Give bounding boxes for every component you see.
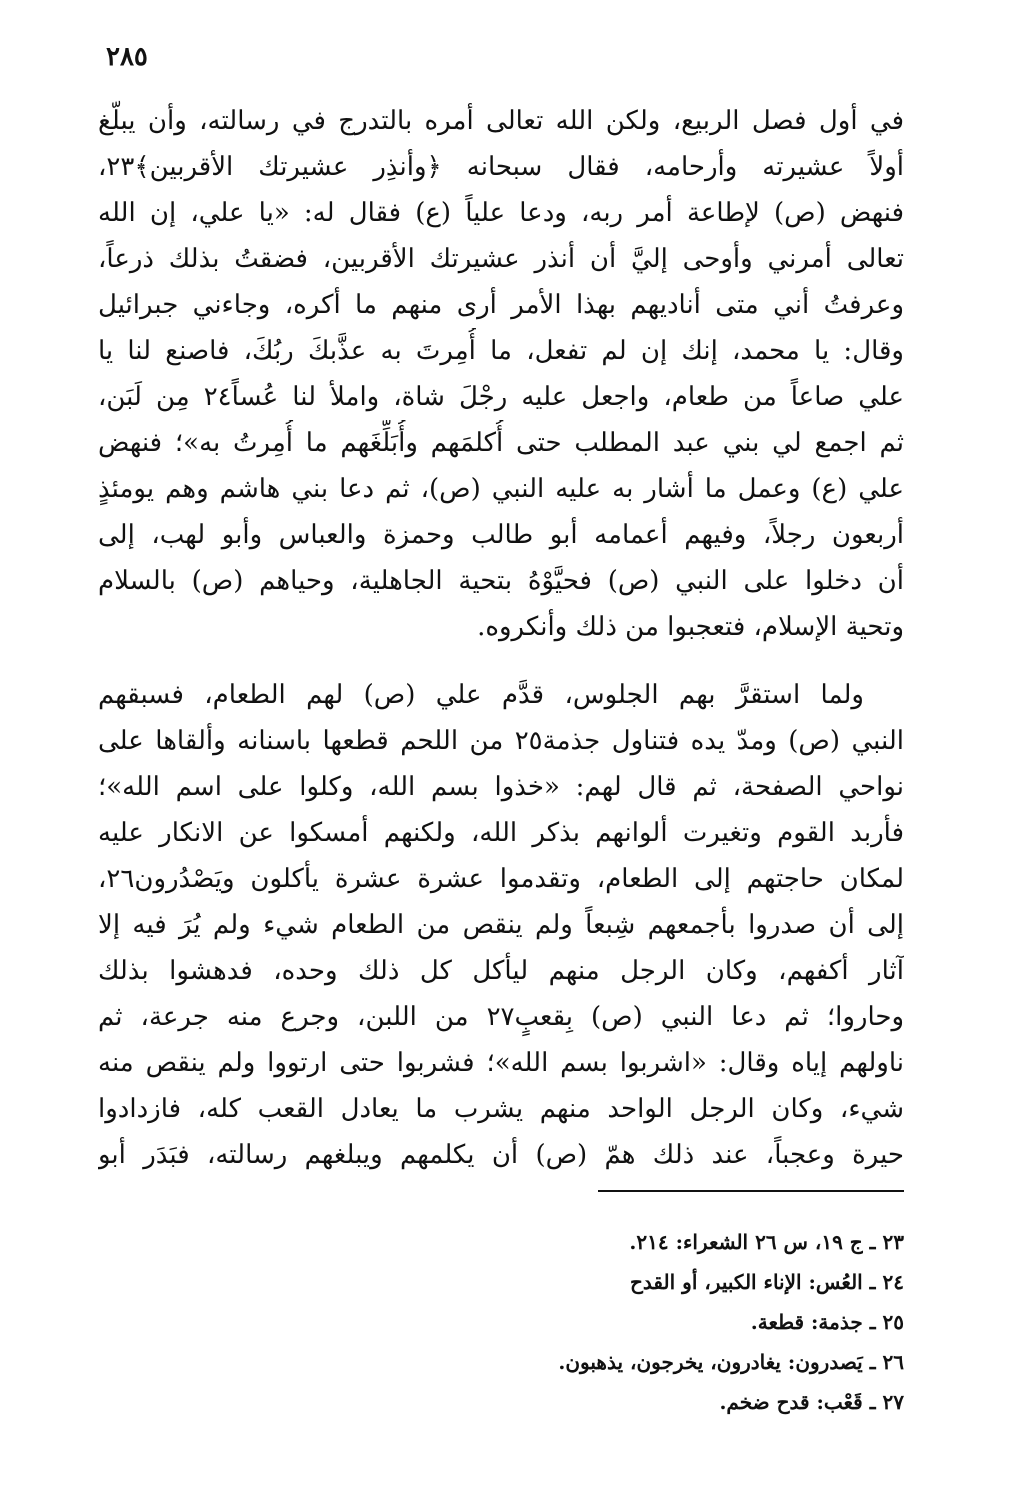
text-line: فنهض (ص) لإطاعة أمر ربه، ودعا علياً (ع) فقال له: «يا علي، إن الله xyxy=(98,198,904,228)
text-line: أربعون رجلاً، وفيهم أعمامه أبو طالب وحمزة والعباس وأبو لهب، إلى xyxy=(98,520,904,550)
page-number: ٢٨٥ xyxy=(106,42,148,72)
text-line: إلى أن صدروا بأجمعهم شِبعاً ولم ينقص من الطعام شيء ولم يُرَ فيه إلا xyxy=(98,910,904,940)
paragraph-2 xyxy=(98,672,904,1178)
text-line: ثم اجمع لي بني عبد المطلب حتى أُكلمَهم وأُبَلِّغَهم ما أُمِرتُ به»؛ فنهض xyxy=(98,428,904,458)
text-line: علي صاعاً من طعام، واجعل عليه رجْلَ شاة، واملأ لنا عُساً٢٤ مِن لَبَن، xyxy=(98,382,904,412)
text-line: أن دخلوا على النبي (ص) فحيَّوْهُ بتحية الجاهلية، وحياهم (ص) بالسلام xyxy=(98,566,904,596)
text-line: وتحية الإسلام، فتعجبوا من ذلك وأنكروه. xyxy=(477,612,904,642)
text-line: نواحي الصفحة، ثم قال لهم: «خذوا بسم الله، وكلوا على اسم الله»؛ xyxy=(98,772,904,802)
text-line: في أول فصل الربيع، ولكن الله تعالى أمره بالتدرج في رسالته، وأن يبلّغ xyxy=(98,106,904,136)
paragraph-gap xyxy=(98,650,904,672)
footnote-25: ٢٥ ـ جذمة: قطعة. xyxy=(750,1310,904,1334)
text-line: شيء، وكان الرجل الواحد منهم يشرب ما يعادل القعب كله، فازدادوا xyxy=(98,1094,904,1124)
footnote-26: ٢٦ ـ يَصدرون: يغادرون، يخرجون، يذهبون. xyxy=(558,1350,904,1374)
footnote-23: ٢٣ ـ ج ١٩، س ٢٦ الشعراء: ٢١٤. xyxy=(629,1230,904,1254)
text-line: ولما استقرَّ بهم الجلوس، قدَّم علي (ص) لهم الطعام، فسبقهم xyxy=(98,680,864,710)
footnotes xyxy=(400,1222,904,1422)
text-line: لمكان حاجتهم إلى الطعام، وتقدموا عشرة عشرة يأكلون ويَصْدُرون٢٦، xyxy=(98,864,904,894)
text-line: أولاً عشيرته وأرحامه، فقال سبحانه ﴿وأنذِر عشيرتك الأقربين﴾٢٣، xyxy=(98,152,904,182)
text-line: ناولهم إياه وقال: «اشربوا بسم الله»؛ فشربوا حتى ارتووا ولم ينقص منه xyxy=(98,1048,904,1078)
text-line: وعرفتُ أني متى أناديهم بهذا الأمر أرى منهم ما أكره، وجاءني جبرائيل xyxy=(98,290,904,320)
body-text xyxy=(98,98,904,1178)
footnote-24: ٢٤ ـ العُس: الإناء الكبير، أو القدح xyxy=(630,1270,904,1294)
paragraph-1 xyxy=(98,98,904,650)
text-line: وقال: يا محمد، إنك إن لم تفعل، ما أُمِرتَ به عذَّبكَ ربُكَ، فاصنع لنا يا xyxy=(98,336,904,366)
footnote-divider xyxy=(598,1190,904,1192)
text-line: فأربد القوم وتغيرت ألوانهم بذكر الله، ولكنهم أمسكوا عن الانكار عليه xyxy=(98,818,904,848)
text-line: النبي (ص) ومدّ يده فتناول جذمة٢٥ من اللحم قطعها باسنانه وألقاها على xyxy=(98,726,904,756)
text-line: وحاروا؛ ثم دعا النبي (ص) بِقعبٍ٢٧ من اللبن، وجرع منه جرعة، ثم xyxy=(98,1002,904,1032)
text-line: آثار أكفهم، وكان الرجل منهم ليأكل كل ذلك وحده، فدهشوا بذلك xyxy=(98,956,904,986)
text-line: علي (ع) وعمل ما أشار به عليه النبي (ص)، ثم دعا بني هاشم وهم يومئذٍ xyxy=(98,474,904,504)
text-line: حيرة وعجباً، عند ذلك همّ (ص) أن يكلمهم ويبلغهم رسالته، فبَدَر أبو xyxy=(98,1140,904,1170)
text-line: تعالى أمرني وأوحى إليَّ أن أنذر عشيرتك الأقربين، فضقتُ بذلك ذرعاً، xyxy=(98,244,904,274)
footnote-27: ٢٧ ـ قَعْب: قدح ضخم. xyxy=(719,1390,904,1414)
